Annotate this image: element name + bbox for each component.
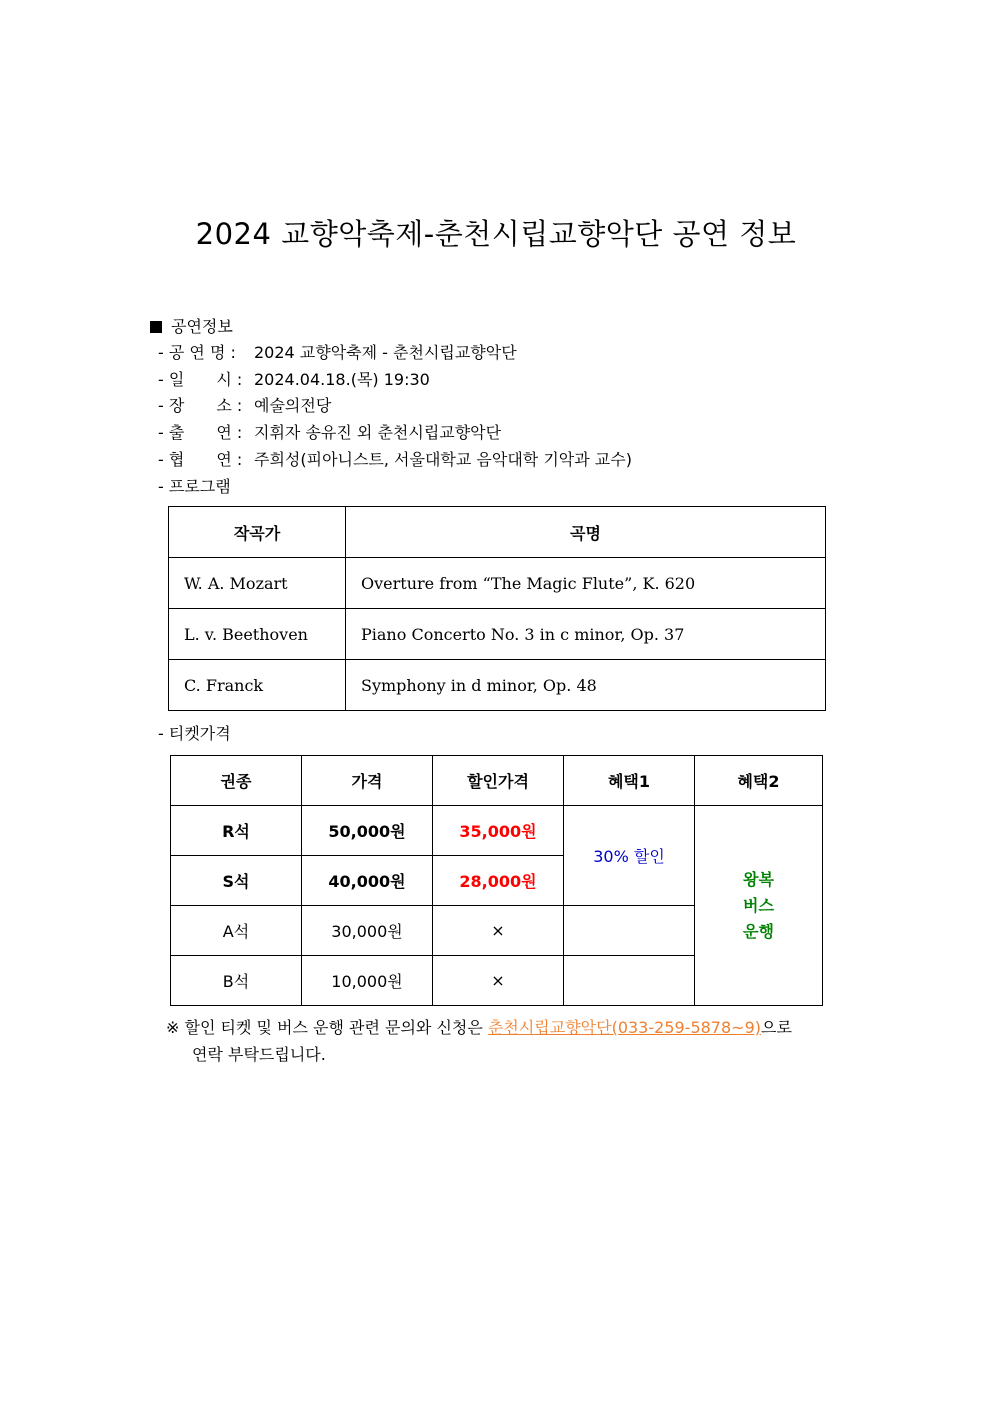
price-cell: 30,000원 (302, 906, 433, 956)
info-line (158, 447, 632, 474)
program-heading: - 프로그램 (158, 477, 231, 496)
discount-cell: 35,000원 (433, 806, 564, 856)
performance-info (158, 340, 632, 473)
info-label: - 출 연 : (158, 423, 243, 443)
benefit2-line: 운행 (743, 921, 774, 941)
seat-header: 권종 (171, 756, 302, 806)
empty-benefit-cell (564, 956, 695, 1006)
benefit2-line: 버스 (743, 895, 774, 915)
discount-cell: × (433, 906, 564, 956)
benefit2-cell (695, 806, 823, 1006)
seat-cell: B석 (171, 956, 302, 1006)
note-suffix: 으로 (761, 1018, 792, 1037)
benefit1-cell: 30% 할인 (564, 806, 695, 906)
piece-cell: Overture from “The Magic Flute”, K. 620 (346, 558, 826, 609)
info-line (158, 340, 632, 367)
composer-header: 작곡가 (169, 507, 346, 558)
info-line (158, 367, 632, 394)
contact-note (166, 1014, 792, 1068)
info-label: - 협 연 : (158, 449, 243, 469)
info-value: 주희성(피아니스트, 서울대학교 음악대학 기악과 교수) (254, 449, 632, 469)
composer-cell: C. Franck (169, 660, 346, 711)
composer-cell: W. A. Mozart (169, 558, 346, 609)
piece-cell: Symphony in d minor, Op. 48 (346, 660, 826, 711)
discount-cell: × (433, 956, 564, 1006)
price-cell: 50,000원 (302, 806, 433, 856)
seat-cell: R석 (171, 806, 302, 856)
empty-benefit-cell (564, 906, 695, 956)
info-label: - 장 소 : (158, 396, 243, 416)
info-value: 2024 교향악축제 - 춘천시립교향악단 (254, 343, 517, 362)
info-value: 2024.04.18.(목) 19:30 (254, 369, 430, 389)
benefit1-header: 혜택1 (564, 756, 695, 806)
ticket-table (170, 755, 823, 1006)
info-line (158, 420, 632, 447)
piece-cell: Piano Concerto No. 3 in c minor, Op. 37 (346, 609, 826, 660)
table-row (169, 660, 826, 711)
table-row (171, 806, 823, 856)
square-bullet-icon (150, 321, 162, 333)
ticket-heading: - 티켓가격 (158, 724, 231, 743)
table-row (169, 558, 826, 609)
piece-header: 곡명 (346, 507, 826, 558)
note-line-1 (166, 1014, 792, 1041)
benefit2-header: 혜택2 (695, 756, 823, 806)
table-row (169, 609, 826, 660)
table-header-row (171, 756, 823, 806)
table-header-row (169, 507, 826, 558)
price-cell: 10,000원 (302, 956, 433, 1006)
page-title: 2024 교향악축제-춘천시립교향악단 공연 정보 (195, 217, 797, 251)
program-table (168, 506, 826, 711)
info-label: - 일 시 : (158, 369, 243, 389)
discount-header: 할인가격 (433, 756, 564, 806)
note-line-2: 연락 부탁드립니다. (192, 1045, 326, 1064)
benefit2-line: 왕복 (743, 869, 774, 889)
price-header: 가격 (302, 756, 433, 806)
section-heading-label: 공연정보 (171, 317, 233, 336)
note-prefix: ※ 할인 티켓 및 버스 운행 관련 문의와 신청은 (166, 1018, 488, 1037)
info-value: 예술의전당 (254, 396, 332, 416)
section-heading (150, 314, 233, 337)
seat-cell: S석 (171, 856, 302, 906)
info-line (158, 393, 632, 420)
composer-cell: L. v. Beethoven (169, 609, 346, 660)
info-value: 지휘자 송유진 외 춘천시립교향악단 (254, 423, 502, 443)
price-cell: 40,000원 (302, 856, 433, 906)
discount-cell: 28,000원 (433, 856, 564, 906)
seat-cell: A석 (171, 906, 302, 956)
contact-link[interactable]: 춘천시립교향악단(033-259-5878~9) (487, 1018, 761, 1037)
info-label: - 공 연 명 : (158, 343, 236, 362)
